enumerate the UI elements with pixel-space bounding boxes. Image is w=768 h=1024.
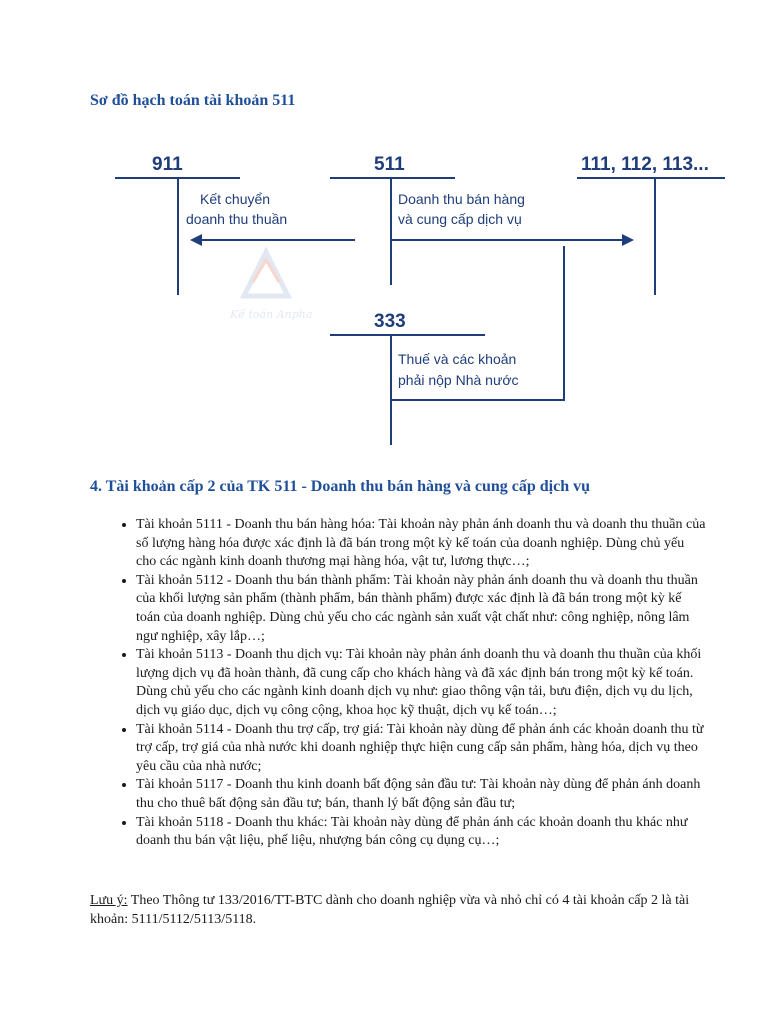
flow-ket-chuyen-line1: Kết chuyển <box>200 191 271 207</box>
flow-thue-line1: Thuế và các khoản <box>398 351 517 367</box>
list-item: • Tài khoản 5118 - Doanh thu khác: Tài khoản này dùng để phản ánh các khoản doanh thu khác như doanh thu bán vật liệu, phế liệu, nhượng bán công cụ dụng cụ…; <box>136 814 706 851</box>
note-paragraph <box>90 892 690 929</box>
list-item: • Tài khoản 5114 - Doanh thu trợ cấp, trợ giá: Tài khoản này dùng để phản ánh các khoản doanh thu từ trợ cấp, trợ giá của nhà nước khi doanh nghiệp thực hiện cung cấp sản phẩm, hàng hóa, dịch vụ theo yêu cầu của nhà nước; <box>136 721 706 777</box>
accounting-diagram <box>0 0 768 470</box>
note-text: Theo Thông tư 133/2016/TT-BTC dành cho doanh nghiệp vừa và nhỏ chỉ có 4 tài khoản cấp 2 là tài khoản: 5111/5112/5113/5118. <box>90 893 690 927</box>
list-item: • Tài khoản 5113 - Doanh thu dịch vụ: Tài khoản này phản ánh doanh thu và doanh thu thuần của khối lượng dịch vụ đã hoàn thành, đã cung cấp cho khách hàng và đã xác định bán trong một kỳ kế toán. Dùng chủ yếu cho các ngành kinh doanh dịch vụ như: giao thông vận tải, bưu điện, dịch vụ du lịch, dịch vụ giáo dục, dịch vụ công cộng, khoa học kỹ thuật, dịch vụ kế toán…; <box>136 646 706 720</box>
account-111-label: 111, 112, 113... <box>581 154 709 175</box>
account-911-label: 911 <box>152 154 183 175</box>
diagram-title: Sơ đồ hạch toán tài khoản 511 <box>90 92 296 109</box>
list-item: • Tài khoản 5112 - Doanh thu bán thành phẩm: Tài khoản này phản ánh doanh thu và doanh thu thuần của khối lượng sản phẩm (thành phẩm, bán thành phẩm) được xác định là đã bán trong một kỳ kế toán của doanh nghiệp. Dùng chủ yếu cho các ngành sản xuất vật chất như: công nghiệp, nông lâm ngư nghiệp, xây lắp…; <box>136 572 706 646</box>
section-title: 4. Tài khoản cấp 2 của TK 511 - Doanh thu bán hàng và cung cấp dịch vụ <box>90 478 591 495</box>
flow-thue-line2: phải nộp Nhà nước <box>398 372 519 388</box>
account-511-label: 511 <box>374 154 405 175</box>
list-item: • Tài khoản 5117 - Doanh thu kinh doanh bất động sản đầu tư: Tài khoản này dùng để phản ánh doanh thu cho thuê bất động sản đầu tư; bán, thanh lý bất động sản đầu tư; <box>136 776 706 813</box>
flow-ket-chuyen-line2: doanh thu thuần <box>186 211 288 227</box>
note-label: Lưu ý: <box>90 893 128 908</box>
account-list <box>114 516 706 851</box>
t-account-111-112-113 <box>577 154 725 295</box>
watermark-logo <box>229 252 312 321</box>
account-333-label: 333 <box>374 311 406 332</box>
watermark-text: Kế toán Anpha <box>230 308 313 321</box>
flow-doanh-thu-line2: và cung cấp dịch vụ <box>398 211 522 227</box>
flow-doanh-thu-line1: Doanh thu bán hàng <box>398 191 525 207</box>
list-item: • Tài khoản 5111 - Doanh thu bán hàng hóa: Tài khoản này phản ánh doanh thu và doanh thu thuần của số lượng hàng hóa được xác định là đã bán trong một kỳ kế toán của doanh nghiệp. Dùng chủ yếu cho các ngành kinh doanh thương mại hàng hóa, vật tư, lương thực…; <box>136 516 706 572</box>
